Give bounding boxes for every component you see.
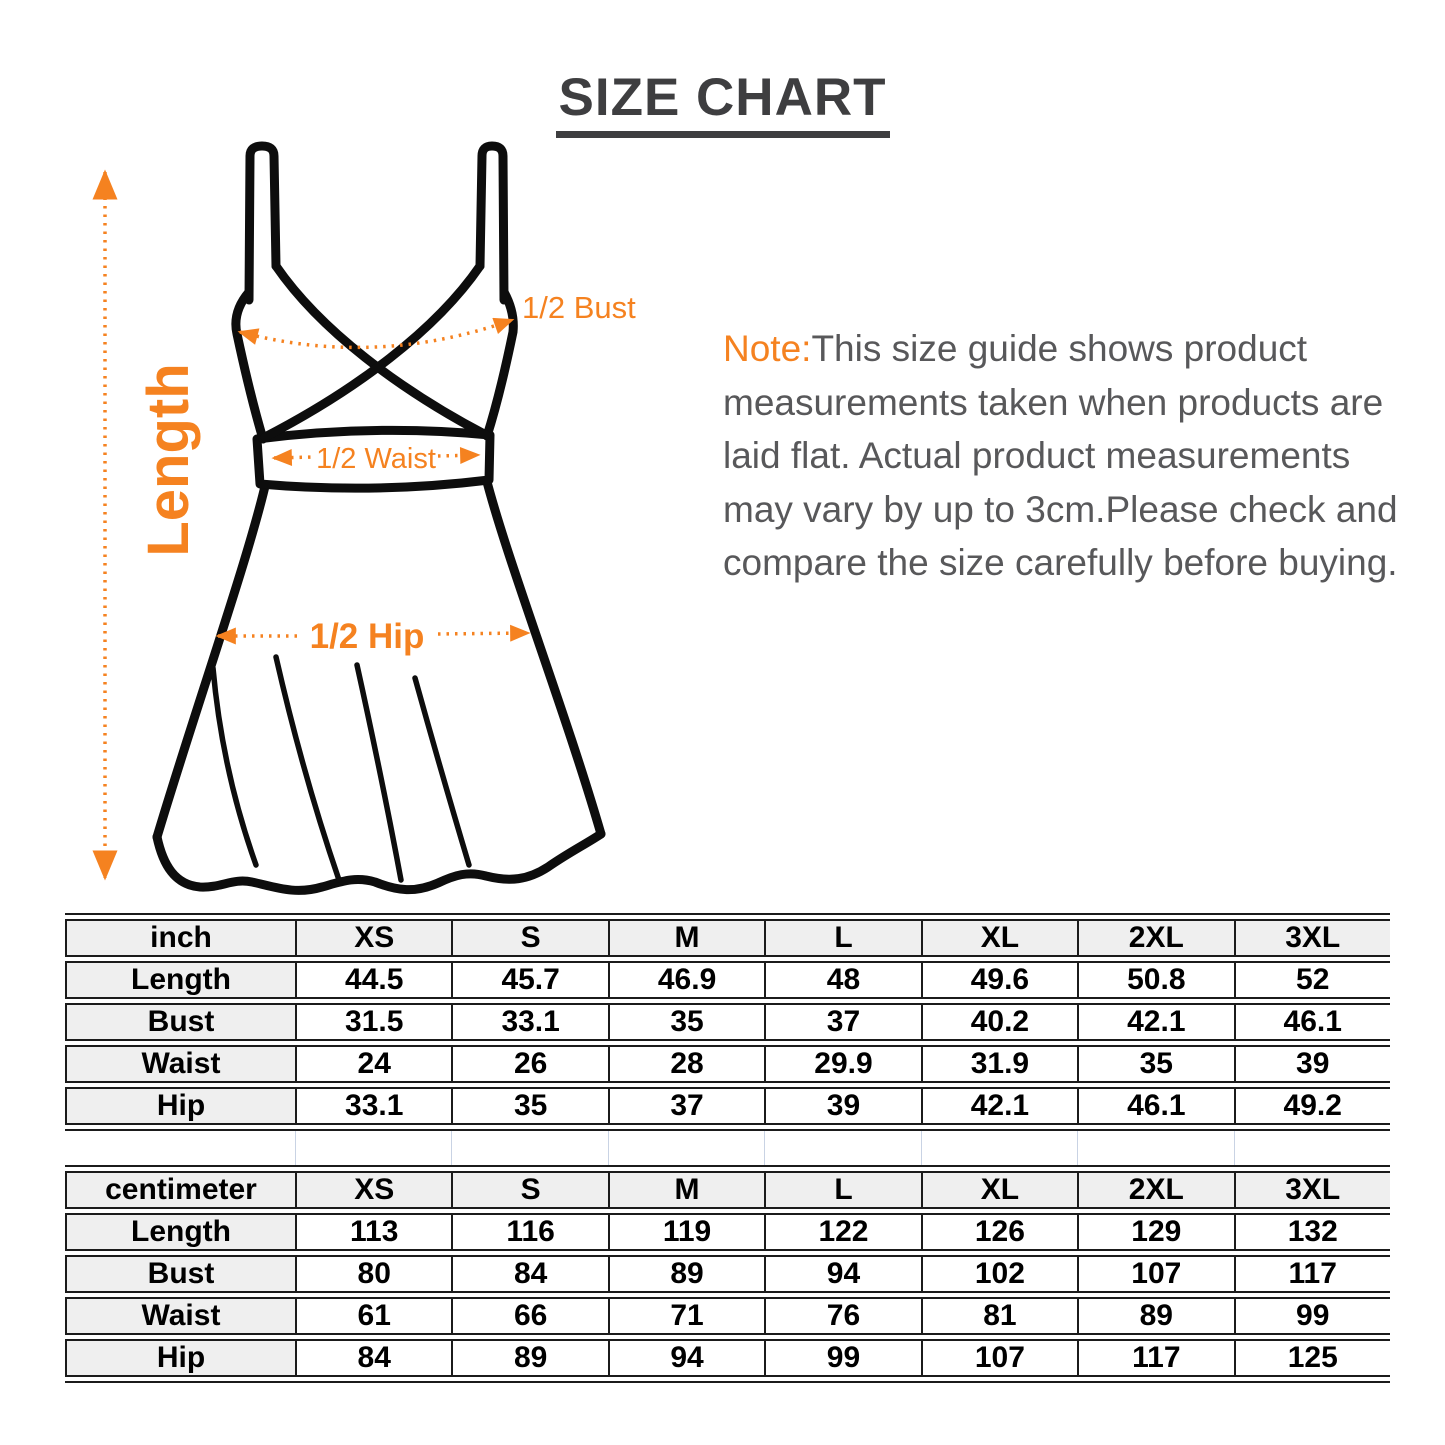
length-label: Length <box>136 363 201 557</box>
size-header-cell: M <box>608 1173 764 1207</box>
table-cell: 107 <box>1077 1257 1233 1291</box>
table-cell: 71 <box>608 1299 764 1333</box>
note-text: This size guide shows product <box>811 328 1308 369</box>
table-row <box>65 1003 1390 1041</box>
waist-label: 1/2 Waist <box>316 443 436 475</box>
hip-arrow <box>218 617 528 656</box>
table-cell: 89 <box>608 1257 764 1291</box>
table-cell: 99 <box>1234 1299 1390 1333</box>
table-cell: 40.2 <box>921 1005 1077 1039</box>
table-cell: 132 <box>1234 1215 1390 1249</box>
size-tables <box>65 913 1390 1383</box>
length-arrow <box>105 172 201 878</box>
size-header-cell: 2XL <box>1077 1173 1233 1207</box>
size-header-cell: 3XL <box>1234 1173 1390 1207</box>
table-cell: 46.9 <box>608 963 764 997</box>
note-line <box>723 322 1413 376</box>
gap-cell <box>608 1131 764 1165</box>
hip-label: 1/2 Hip <box>309 617 425 656</box>
table-cell: 35 <box>451 1089 607 1123</box>
table-cell: 94 <box>608 1341 764 1375</box>
table-cell: 26 <box>451 1047 607 1081</box>
table-cell: 39 <box>764 1089 920 1123</box>
table-cell: 31.9 <box>921 1047 1077 1081</box>
table-cell: 116 <box>451 1215 607 1249</box>
gap-cell <box>451 1131 607 1165</box>
bust-label: 1/2 Bust <box>522 290 636 325</box>
table-cell: 84 <box>295 1341 451 1375</box>
table-cell: 89 <box>1077 1299 1233 1333</box>
table-cell: 76 <box>764 1299 920 1333</box>
unit-header-cell: centimeter <box>65 1173 295 1207</box>
table-row <box>65 1339 1390 1377</box>
table-cell: 81 <box>921 1299 1077 1333</box>
table-cell: 37 <box>764 1005 920 1039</box>
gap-cell <box>1077 1131 1233 1165</box>
size-header-cell: XL <box>921 921 1077 955</box>
row-label-cell: Waist <box>65 1047 295 1081</box>
table-cell: 29.9 <box>764 1047 920 1081</box>
row-label-cell: Hip <box>65 1089 295 1123</box>
size-header-cell: XS <box>295 921 451 955</box>
table-cell: 42.1 <box>1077 1005 1233 1039</box>
table-header-row <box>65 919 1390 957</box>
table-row <box>65 1297 1390 1335</box>
note-line: compare the size carefully before buying. <box>723 542 1398 583</box>
table-row <box>65 1255 1390 1293</box>
size-header-cell: S <box>451 1173 607 1207</box>
skirt-pleat-line <box>357 665 401 880</box>
table-cell: 107 <box>921 1341 1077 1375</box>
table-cell: 102 <box>921 1257 1077 1291</box>
gap-cell <box>1234 1131 1390 1165</box>
note-line: laid flat. Actual product measurements <box>723 435 1351 476</box>
size-table-centimeter <box>65 1165 1390 1383</box>
table-row <box>65 1087 1390 1125</box>
note-label: Note: <box>723 328 812 369</box>
table-cell: 37 <box>608 1089 764 1123</box>
table-cell: 122 <box>764 1215 920 1249</box>
table-cell: 129 <box>1077 1215 1233 1249</box>
table-cell: 44.5 <box>295 963 451 997</box>
row-label-cell: Length <box>65 1215 295 1249</box>
table-cell: 39 <box>1234 1047 1390 1081</box>
table-cell: 84 <box>451 1257 607 1291</box>
size-header-cell: S <box>451 921 607 955</box>
note-line: measurements taken when products are <box>723 381 1384 423</box>
table-row <box>65 961 1390 999</box>
table-cell: 28 <box>608 1047 764 1081</box>
table-cell: 61 <box>295 1299 451 1333</box>
row-label-cell: Length <box>65 963 295 997</box>
table-cell: 49.6 <box>921 963 1077 997</box>
size-table-inch <box>65 913 1390 1131</box>
table-cell: 113 <box>295 1215 451 1249</box>
table-cell: 80 <box>295 1257 451 1291</box>
page-title <box>0 70 1445 138</box>
table-cell: 35 <box>1077 1047 1233 1081</box>
table-gap-row <box>65 1131 1390 1165</box>
size-header-cell: L <box>764 921 920 955</box>
size-header-cell: M <box>608 921 764 955</box>
row-label-cell: Waist <box>65 1299 295 1333</box>
table-cell: 119 <box>608 1215 764 1249</box>
note-line: may vary by up to 3cm.Please check and <box>723 488 1398 530</box>
table-cell: 117 <box>1077 1341 1233 1375</box>
dress-diagram-svg <box>60 130 720 920</box>
row-label-cell: Bust <box>65 1257 295 1291</box>
table-cell: 42.1 <box>921 1089 1077 1123</box>
skirt-pleat-line <box>213 668 256 865</box>
table-cell: 35 <box>608 1005 764 1039</box>
size-header-cell: XL <box>921 1173 1077 1207</box>
table-cell: 33.1 <box>451 1005 607 1039</box>
table-row <box>65 1213 1390 1251</box>
skirt-pleat-line <box>276 657 339 880</box>
gap-cell <box>921 1131 1077 1165</box>
gap-cell <box>65 1131 295 1165</box>
table-cell: 94 <box>764 1257 920 1291</box>
size-header-cell: 2XL <box>1077 921 1233 955</box>
note-paragraph <box>723 322 1413 590</box>
table-cell: 89 <box>451 1341 607 1375</box>
table-cell: 24 <box>295 1047 451 1081</box>
gap-cell <box>295 1131 451 1165</box>
page-title-text: SIZE CHART <box>556 70 890 138</box>
table-cell: 49.2 <box>1234 1089 1390 1123</box>
table-cell: 117 <box>1234 1257 1390 1291</box>
table-cell: 46.1 <box>1234 1005 1390 1039</box>
gap-cell <box>764 1131 920 1165</box>
table-cell: 31.5 <box>295 1005 451 1039</box>
table-cell: 126 <box>921 1215 1077 1249</box>
unit-header-cell: inch <box>65 921 295 955</box>
size-header-cell: 3XL <box>1234 921 1390 955</box>
table-cell: 48 <box>764 963 920 997</box>
table-cell: 33.1 <box>295 1089 451 1123</box>
table-cell: 45.7 <box>451 963 607 997</box>
size-header-cell: L <box>764 1173 920 1207</box>
table-header-row <box>65 1171 1390 1209</box>
dress-skirt <box>157 478 601 890</box>
table-cell: 99 <box>764 1341 920 1375</box>
table-row <box>65 1045 1390 1083</box>
table-cell: 125 <box>1234 1341 1390 1375</box>
dress-measurement-diagram <box>60 130 720 920</box>
table-cell: 50.8 <box>1077 963 1233 997</box>
row-label-cell: Bust <box>65 1005 295 1039</box>
table-cell: 52 <box>1234 963 1390 997</box>
skirt-pleat-line <box>415 678 469 865</box>
table-cell: 46.1 <box>1077 1089 1233 1123</box>
table-cell: 66 <box>451 1299 607 1333</box>
row-label-cell: Hip <box>65 1341 295 1375</box>
size-header-cell: XS <box>295 1173 451 1207</box>
dress-bodice <box>236 266 513 439</box>
